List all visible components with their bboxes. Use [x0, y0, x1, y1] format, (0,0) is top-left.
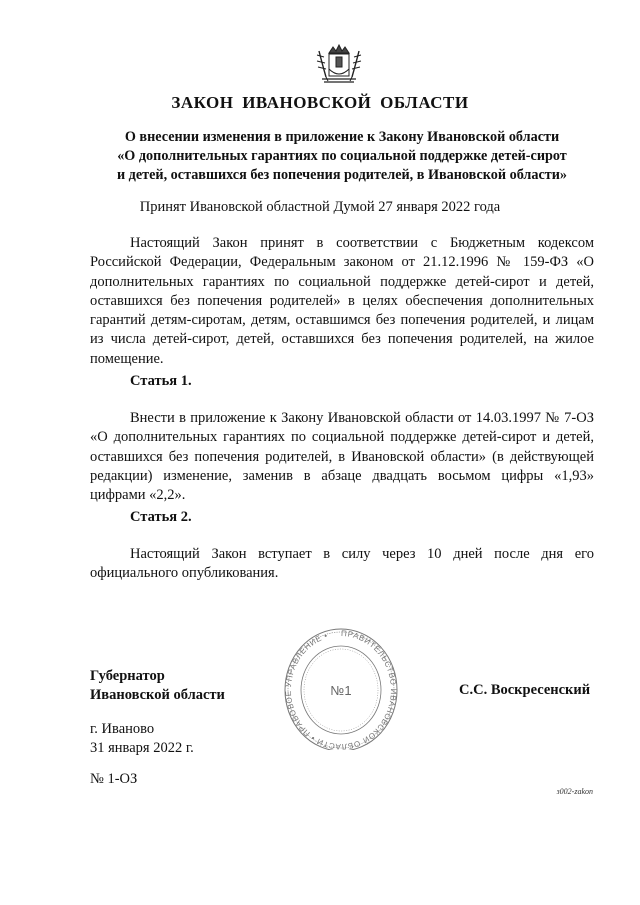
governor-title-line: Ивановской области — [90, 687, 225, 703]
subtitle-line: О внесении изменения в приложение к Закону Ивановской области — [124, 129, 560, 145]
article-1-heading: Статья 1. — [130, 373, 192, 389]
governor-title — [90, 667, 225, 705]
law-number: № 1-ОЗ — [90, 771, 138, 787]
article-2-text: Настоящий Закон вступает в силу через 10 дней после дня его официального опубликования. — [90, 546, 594, 582]
seal-ring-text: ПРАВИТЕЛЬСТВО ИВАНОВСКОЙ ОБЛАСТИ • ПРАВОВОЕ УПРАВЛЕНИЕ • — [283, 628, 399, 750]
subtitle-line: и детей, оставшихся без попечения родителей, в Ивановской области» — [116, 167, 568, 183]
law-subtitle — [90, 128, 594, 185]
place: г. Иваново — [90, 721, 155, 737]
law-title: ЗАКОН ИВАНОВСКОЙ ОБЛАСТИ — [171, 93, 469, 112]
signer-name: С.С. Воскресенский — [459, 682, 591, 698]
article-2-heading: Статья 2. — [130, 509, 192, 525]
official-seal — [283, 622, 399, 750]
governor-title-line: Губернатор — [90, 668, 165, 684]
date: 31 января 2022 г. — [90, 740, 194, 756]
preamble-paragraph: Настоящий Закон принят в соответствии с Бюджетным кодексом Российской Федерации, Федеральным законом от 21.12.1996 № 159-ФЗ «О дополнительных гарантиях по социальной поддержке детей-сирот и детей, оставшихся без попечения родителей» в целях обеспечения дополнительных гарантий детям-сиротам, детям, оставшимся без попечения родителей, и лицам из числа детей-сирот, детей, оставшихся без попечения родителей, на жилое помещение. — [90, 235, 594, 367]
document-code: з002-zakon — [556, 787, 593, 796]
article-1-text: Внести в приложение к Закону Ивановской области от 14.03.1997 № 7-ОЗ «О дополнительных гарантиях по социальной поддержке детей-сирот и детей, оставшихся без попечения родителей, в Ивановской области» (в действующей редакции) изменение, заменив в абзаце двадцать восьмом цифры «1,93» цифрами «2,2». — [90, 410, 594, 504]
subtitle-line: «О дополнительных гарантиях по социальной поддержке детей-сирот — [117, 148, 567, 164]
adoption-note: Принят Ивановской областной Думой 27 января 2022 года — [139, 199, 501, 215]
ivanovo-coat-of-arms-icon — [314, 43, 364, 85]
seal-number: №1 — [330, 683, 352, 698]
place-and-date — [90, 720, 194, 758]
